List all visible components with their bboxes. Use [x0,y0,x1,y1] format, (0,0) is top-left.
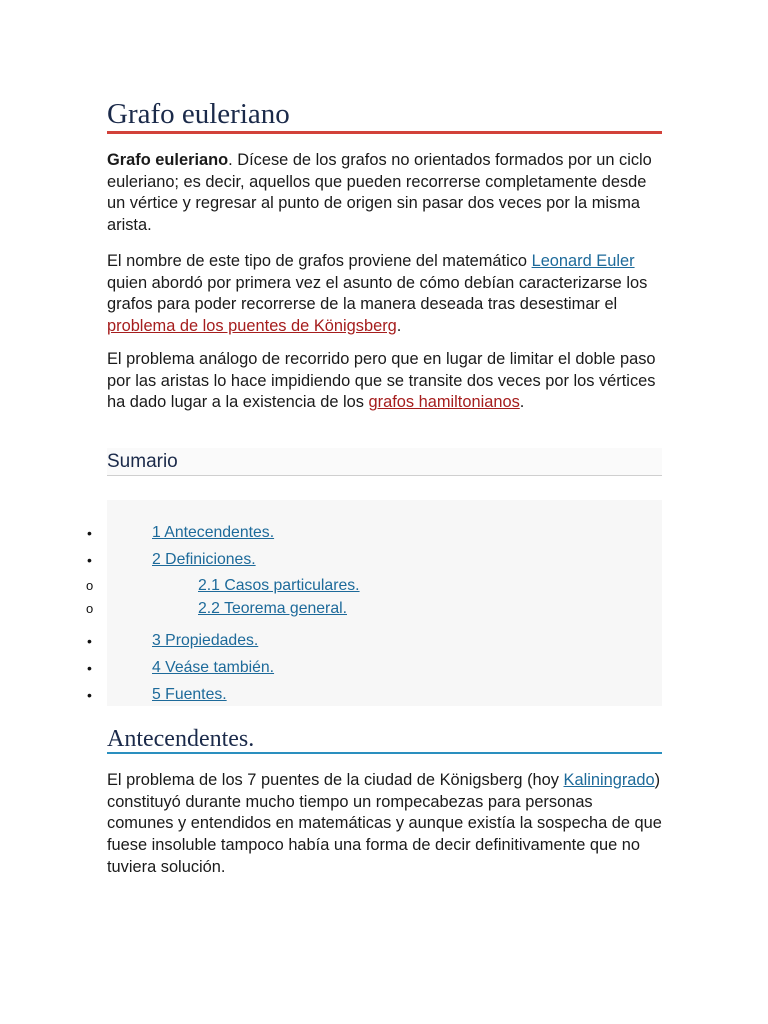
hamilton-text-after: . [519,393,525,412]
bullet-icon: • [87,660,92,676]
toc-link-definiciones[interactable]: 2 Definiciones. [152,551,256,568]
toc-link-propiedades[interactable]: 3 Propiedades. [152,632,259,649]
antecedentes-text-before: El problema de los 7 puentes de la ciudad de Königsberg (hoy [107,771,564,789]
antecedentes-paragraph [107,770,663,879]
origin-text-before: El nombre de este tipo de grafos proviene del matemático [107,252,532,270]
toc-heading-divider [107,475,662,476]
toc-header-background [107,448,662,476]
toc-link-casos-particulares[interactable]: 2.1 Casos particulares. [198,577,360,594]
hamilton-text-before: El problema análogo de recorrido pero que en lugar de limitar el doble paso por las aristas lo hace impidiendo que se transite dos veces por los vértices ha dado lugar a la existencia de los [107,350,656,412]
bullet-icon: • [87,687,92,703]
origin-text-middle: quien abordó por primera vez el asunto de cómo debían caracterizarse los grafos para poder recorrerse de la manera deseada tras desestimar el [107,273,648,314]
toc-item-vease-tambien [0,657,700,679]
origin-text-after: . [396,317,402,336]
bullet-icon: • [87,633,92,649]
toc-item-casos-particulares [0,575,700,597]
origin-paragraph [107,251,663,338]
toc-link-antecendentes[interactable]: 1 Antecendentes. [152,524,275,541]
intro-text: . Dícese de los grafos no orientados formados por un ciclo euleriano; es decir, aquellos que pueden recorrerse completamente desde un vértice y regresar al punto de origen sin pasar dos veces por la misma arista. [107,151,652,235]
toc-item-antecendentes [0,522,700,544]
page-title: Grafo euleriano [107,98,290,130]
kaliningrado-link[interactable]: Kaliningrado [563,771,655,789]
toc-item-fuentes [0,684,700,706]
toc-heading: Sumario [107,451,178,472]
toc-item-definiciones [0,549,700,571]
toc-item-teorema-general [0,598,700,620]
section-underline [107,752,662,754]
toc-link-fuentes[interactable]: 5 Fuentes. [152,686,227,703]
bullet-icon: • [87,525,92,541]
toc-link-vease-tambien[interactable]: 4 Veáse también. [152,659,275,676]
intro-term: Grafo euleriano [107,151,229,169]
title-underline [107,131,662,134]
hollow-bullet-icon: o [86,601,94,616]
toc-item-propiedades [0,630,700,652]
bullet-icon: • [87,552,92,568]
antecedentes-text-after: ) constituyó durante mucho tiempo un rompecabezas para personas comunes y entendidos en matemáticas y aunque existía la sospecha de que fuese insoluble tampoco había una forma de decir definitivamente que no tuviera solución. [107,771,662,876]
konigsberg-problem-link[interactable]: problema de los puentes de Königsberg [107,317,397,336]
toc-link-teorema-general[interactable]: 2.2 Teorema general. [198,600,347,617]
hamilton-paragraph [107,349,663,414]
hollow-bullet-icon: o [86,578,94,593]
section-title-antecendentes: Antecendentes. [107,726,255,752]
hamiltonian-graphs-link[interactable]: grafos hamiltonianos [368,393,520,412]
leonard-euler-link[interactable]: Leonard Euler [531,252,635,270]
intro-paragraph [107,150,663,237]
